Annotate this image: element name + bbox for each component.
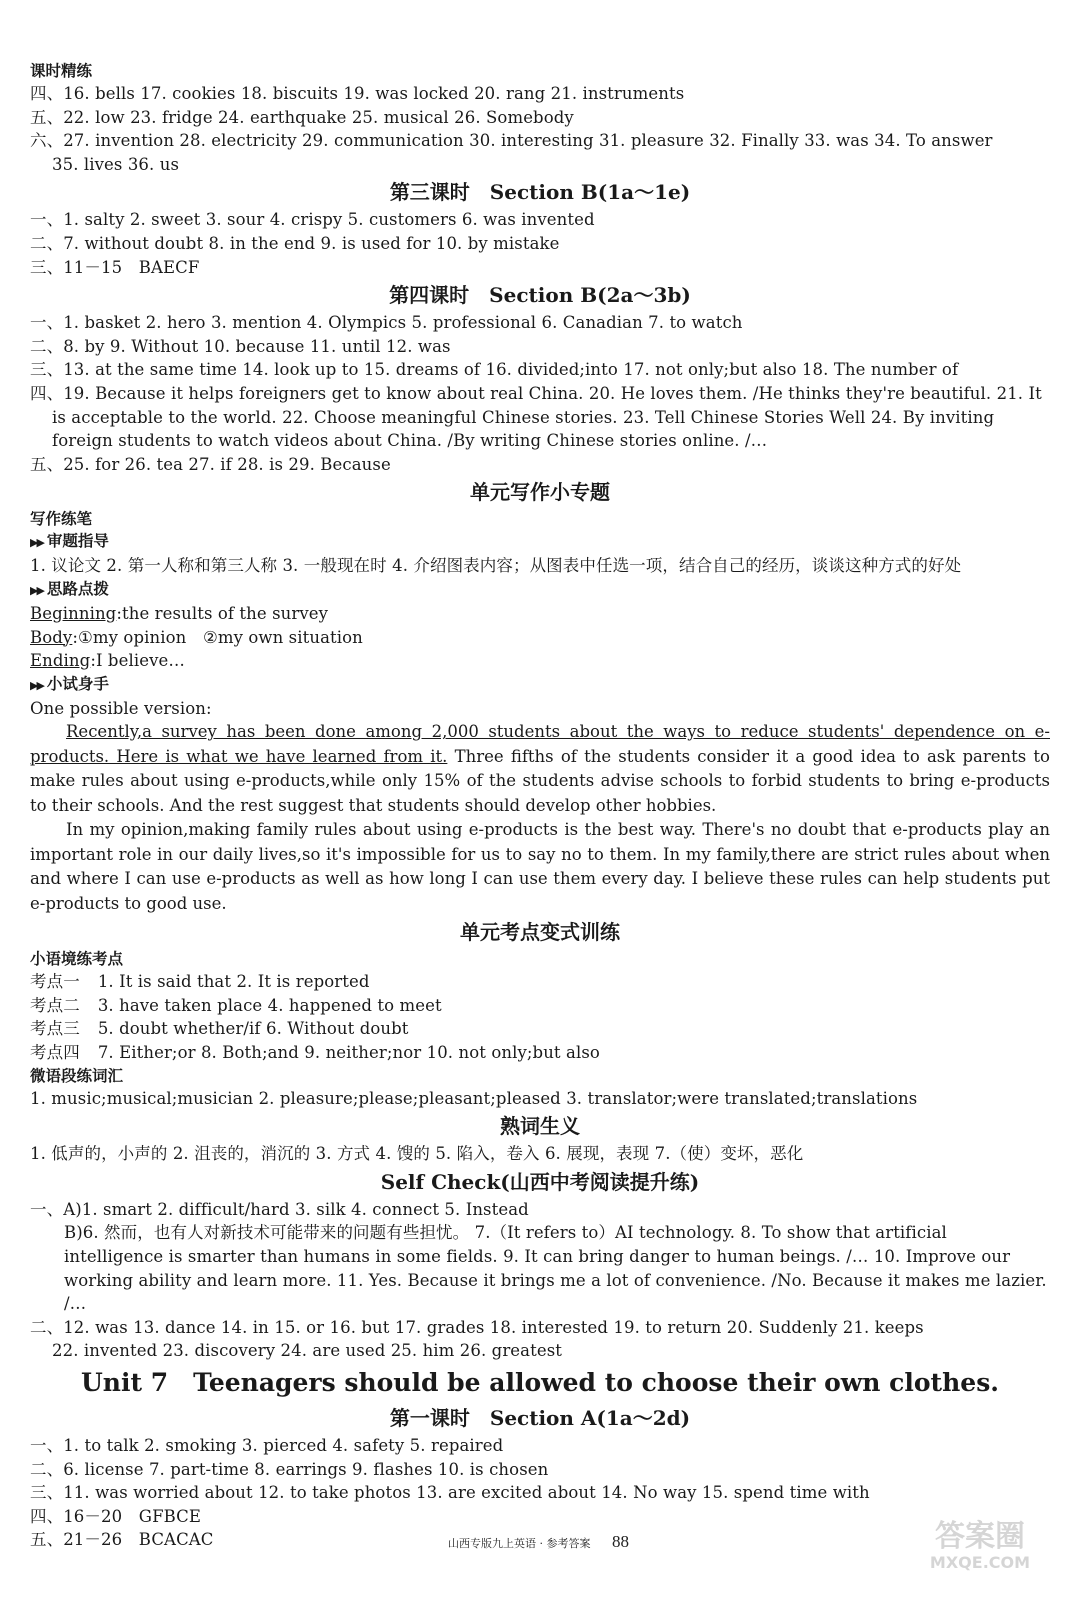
answer-line: 四、19. Because it helps foreigners get to know about real China. 20. He loves them. /He thinks they're beautiful. 21. It is acceptable to the world. 22. Choose meaningful Chinese stories. 23. Tell Chinese Stories Well 24. By inviting foreign students to watch videos about China. /By writing Chinese stories online. /… — [30, 383, 1042, 451]
footer-text: 山西专版九上英语 · 参考答案 — [448, 1537, 591, 1550]
word-meaning-heading: 熟词生义 — [500, 1114, 580, 1139]
answer-line: 四、16－20 GFBCE — [30, 1506, 202, 1526]
sample-essay: Recently,a survey has been done among 2,000 students about the ways to reduce students' dependence on e-products. Here is what we have learned from it. Three fifths of the students consider it a good idea to ask parents to make rules about using e-products,while only 15% of the students advise schools to forbid students to bring e-products to their schools. And the rest suggest that students should develop other hobbies. In my opinion,making family rules about using e-products is the best way. There's no doubt that e-products play an important role in our daily lives,so it's impossible for us to say no to them. In my family,there are strict rules about when and where I can use e-products as well as how long I can use them every day. I believe these rules can help students put e-products to good use. — [30, 720, 1050, 916]
answer-line: 二、7. without doubt 8. in the end 9. is used for 10. by mistake — [30, 233, 560, 253]
answer-line: 一、A)1. smart 2. difficult/hard 3. silk 4. connect 5. Instead — [30, 1199, 529, 1219]
answer-line: 三、13. at the same time 14. look up to 15. dreams of 16. divided;into 17. not only;but also 18. The number of — [30, 360, 959, 380]
version-label: One possible version: — [30, 698, 212, 718]
answer-line: 1. 低声的，小声的 2. 沮丧的，消沉的 3. 方式 4. 馊的 5. 陷入，卷入 6. 展现，表现 7.（使）变坏，恶化 — [30, 1144, 804, 1164]
answer-line: 四、16. bells 17. cookies 18. biscuits 19. was locked 20. rang 21. instruments — [30, 84, 685, 103]
answer-line: 五、22. low 23. fridge 24. earthquake 25. musical 26. Somebody — [30, 107, 574, 127]
answer-line: 二、12. was 13. dance 14. in 15. or 16. but 17. grades 18. interested 19. to return 20. Suddenly 21. keeps — [30, 1317, 924, 1337]
answer-line: 五、21－26 BCACAC — [30, 1530, 214, 1550]
test-point-row: 考点二 3. have taken place 4. happened to meet — [30, 995, 442, 1015]
answer-line: 1. music;musical;musician 2. pleasure;please;pleasant;pleased 3. translator;were translated;translations — [30, 1088, 918, 1108]
answer-line: 35. lives 36. us — [52, 154, 180, 174]
essay-underlined: Recently,a survey has been done among 2,000 students about the ways to reduce students' dependence on e-products. Here is what we have learned from it. — [30, 722, 1050, 766]
answer-line: 1. 议论文 2. 第一人称和第三人称 3. 一般现在时 4. 介绍图表内容；从图表中任选一项，结合自己的经历，谈谈这种方式的好处 — [30, 556, 962, 576]
answer-line: 一、1. to talk 2. smoking 3. pierced 4. safety 5. repaired — [30, 1436, 504, 1455]
essay-paragraph: In my opinion,making family rules about using e-products is the best way. There's no doubt that e-products play an important role in our daily lives,so it's impossible for us to say no to them. In my family,there are strict rules about when and where I can use e-products as well as how long I can use them every day. I believe these rules can help students put e-products to good use. — [30, 820, 1050, 913]
section-label: 微语段练词汇 — [30, 1065, 124, 1085]
double-arrow-icon: ▶▶ — [30, 678, 43, 692]
lesson-heading: 第一课时 Section A(1a～2d) — [389, 1406, 691, 1430]
section-label: 写作练笔 — [30, 509, 93, 529]
answer-line: 一、1. salty 2. sweet 3. sour 4. crispy 5. customers 6. was invented — [30, 210, 595, 230]
watermark-line2: MXQE.COM — [929, 1553, 1031, 1572]
answer-line: 三、11. was worried about 12. to take photos 13. are excited about 14. No way 15. spend time with — [30, 1483, 870, 1503]
subsection-label: ▶▶ 审题指导 — [30, 531, 109, 551]
outline-beginning: Beginning:the results of the survey — [30, 603, 329, 623]
lesson-heading: 第四课时 Section B(2a～3b) — [389, 283, 691, 308]
answer-line: 六、27. invention 28. electricity 29. communication 30. interesting 31. pleasure 32. Finally 33. was 34. To answer — [30, 131, 993, 151]
answer-line: B)6. 然而，也有人对新技术可能带来的问题有些担忧。 7.（It refers to）AI technology. 8. To show that artificial intelligence is smarter than humans in some fields. 9. It can bring danger to human beings. /… 10. Improve our working ability and learn more. 11. Yes. Because it brings me a lot of convenience. /No. Because it makes me lazier. /… — [64, 1223, 1047, 1314]
unit-title: Unit 7 Teenagers should be allowed to choose their own clothes. — [81, 1368, 999, 1397]
answer-page — [30, 60, 1050, 1552]
double-arrow-icon: ▶▶ — [30, 536, 43, 550]
section-label: 小语境练考点 — [30, 949, 124, 969]
test-point-row: 考点三 5. doubt whether/if 6. Without doubt — [30, 1019, 409, 1039]
writing-heading: 单元写作小专题 — [470, 480, 610, 505]
test-points-heading: 单元考点变式训练 — [460, 920, 620, 945]
answer-line: 22. invented 23. discovery 24. are used 25. him 26. greatest — [52, 1341, 563, 1361]
outline-ending: Ending:I believe… — [30, 651, 185, 671]
outline-body: Body:①my opinion ②my own situation — [30, 627, 363, 647]
subsection-label: ▶▶ 思路点拨 — [30, 578, 109, 598]
answer-line: 五、25. for 26. tea 27. if 28. is 29. Because — [30, 454, 391, 474]
answer-line: 一、1. basket 2. hero 3. mention 4. Olympics 5. professional 6. Canadian 7. to watch — [30, 313, 743, 333]
watermark-logo — [905, 1512, 1055, 1574]
answer-line: 二、8. by 9. Without 10. because 11. until 12. was — [30, 336, 451, 356]
test-point-row: 考点一 1. It is said that 2. It is reported — [30, 972, 370, 992]
self-check-heading: Self Check(山西中考阅读提升练) — [380, 1169, 700, 1194]
page-number: 88 — [612, 1532, 629, 1551]
watermark-line1: 答案圈 — [935, 1519, 1025, 1554]
answer-line: 二、6. license 7. part-time 8. earrings 9. flashes 10. is chosen — [30, 1459, 549, 1479]
test-point-row: 考点四 7. Either;or 8. Both;and 9. neither;nor 10. not only;but also — [30, 1043, 600, 1063]
answer-line: 三、11－15 BAECF — [30, 257, 200, 277]
lesson-heading: 第三课时 Section B(1a～1e) — [389, 180, 691, 205]
section-label: 课时精练 — [30, 61, 93, 80]
subsection-label: ▶▶ 小试身手 — [30, 673, 109, 693]
double-arrow-icon: ▶▶ — [30, 583, 43, 597]
